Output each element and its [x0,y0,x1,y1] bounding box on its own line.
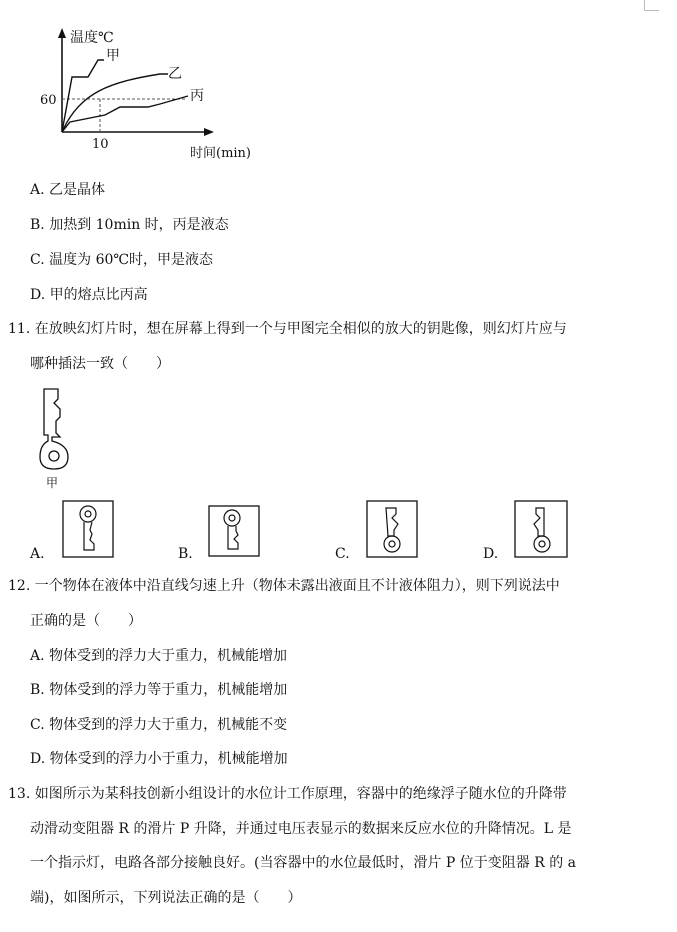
q11-question-line1: 11. 在放映幻灯片时，想在屏幕上得到一个与甲图完全相似的放大的钥匙像，则幻灯片应与 [8,321,567,337]
y-axis-label: 温度℃ [70,30,114,46]
q13-question-line1: 13. 如图所示为某科技创新小组设计的水位计工作原理，容器中的绝缘浮子随水位的升降带 [8,786,567,802]
temperature-time-graph [40,22,280,162]
q11-choice-a-label: A. [30,546,45,562]
q11-choice-a-figure [62,500,114,558]
series-label-jia: 甲 [106,48,120,64]
q11-choice-d-label: D. [483,546,499,562]
series-label-yi: 乙 [168,66,182,82]
q12-option-c: C. 物体受到的浮力大于重力，机械能不变 [30,717,288,733]
q11-choice-c-label: C. [335,546,350,562]
q11-question-line2: 哪种插法一致（ ） [30,356,170,372]
q13-question-line3: 一个指示灯，电路各部分接触良好。(当容器中的水位最低时，滑片 P 位于变阻器 R 的 a [30,855,577,871]
q12-question-line1: 12. 一个物体在液体中沿直线匀速上升（物体未露出液面且不计液体阻力），则下列说法中 [8,578,560,594]
q12-option-a: A. 物体受到的浮力大于重力，机械能增加 [30,648,288,664]
series-label-bing: 丙 [190,88,204,104]
page-corner-mark [644,0,659,11]
q10-option-b: B. 加热到 10min 时，丙是液态 [30,217,229,233]
y-tick-label: 60 [40,93,57,108]
q11-choice-b-label: B. [178,546,193,562]
q12-question-line2: 正确的是（ ） [30,613,142,629]
q11-choice-d-figure [514,500,568,558]
q13-question-line2: 动滑动变阻器 R 的滑片 P 升降，并通过电压表显示的数据来反应水位的升降情况。L 是 [30,821,572,837]
series-bing-line [62,96,188,132]
q11-choice-c-figure [366,500,418,558]
q12-option-b: B. 物体受到的浮力等于重力，机械能增加 [30,682,288,698]
x-tick-label: 10 [92,137,109,152]
q10-option-a: A. 乙是晶体 [30,182,106,198]
q10-option-c: C. 温度为 60℃时，甲是液态 [30,252,214,268]
key-figure-caption: 甲 [46,476,59,490]
x-axis-label: 时间(min) [190,146,252,161]
q12-option-d: D. 物体受到的浮力小于重力，机械能增加 [30,751,288,767]
q13-question-line4: 端)，如图所示，下列说法正确的是（ ） [30,890,302,906]
series-yi-line [62,74,168,132]
key-figure-jia [30,385,80,475]
q11-choice-b-figure [208,505,260,557]
q10-option-d: D. 甲的熔点比丙高 [30,287,148,303]
